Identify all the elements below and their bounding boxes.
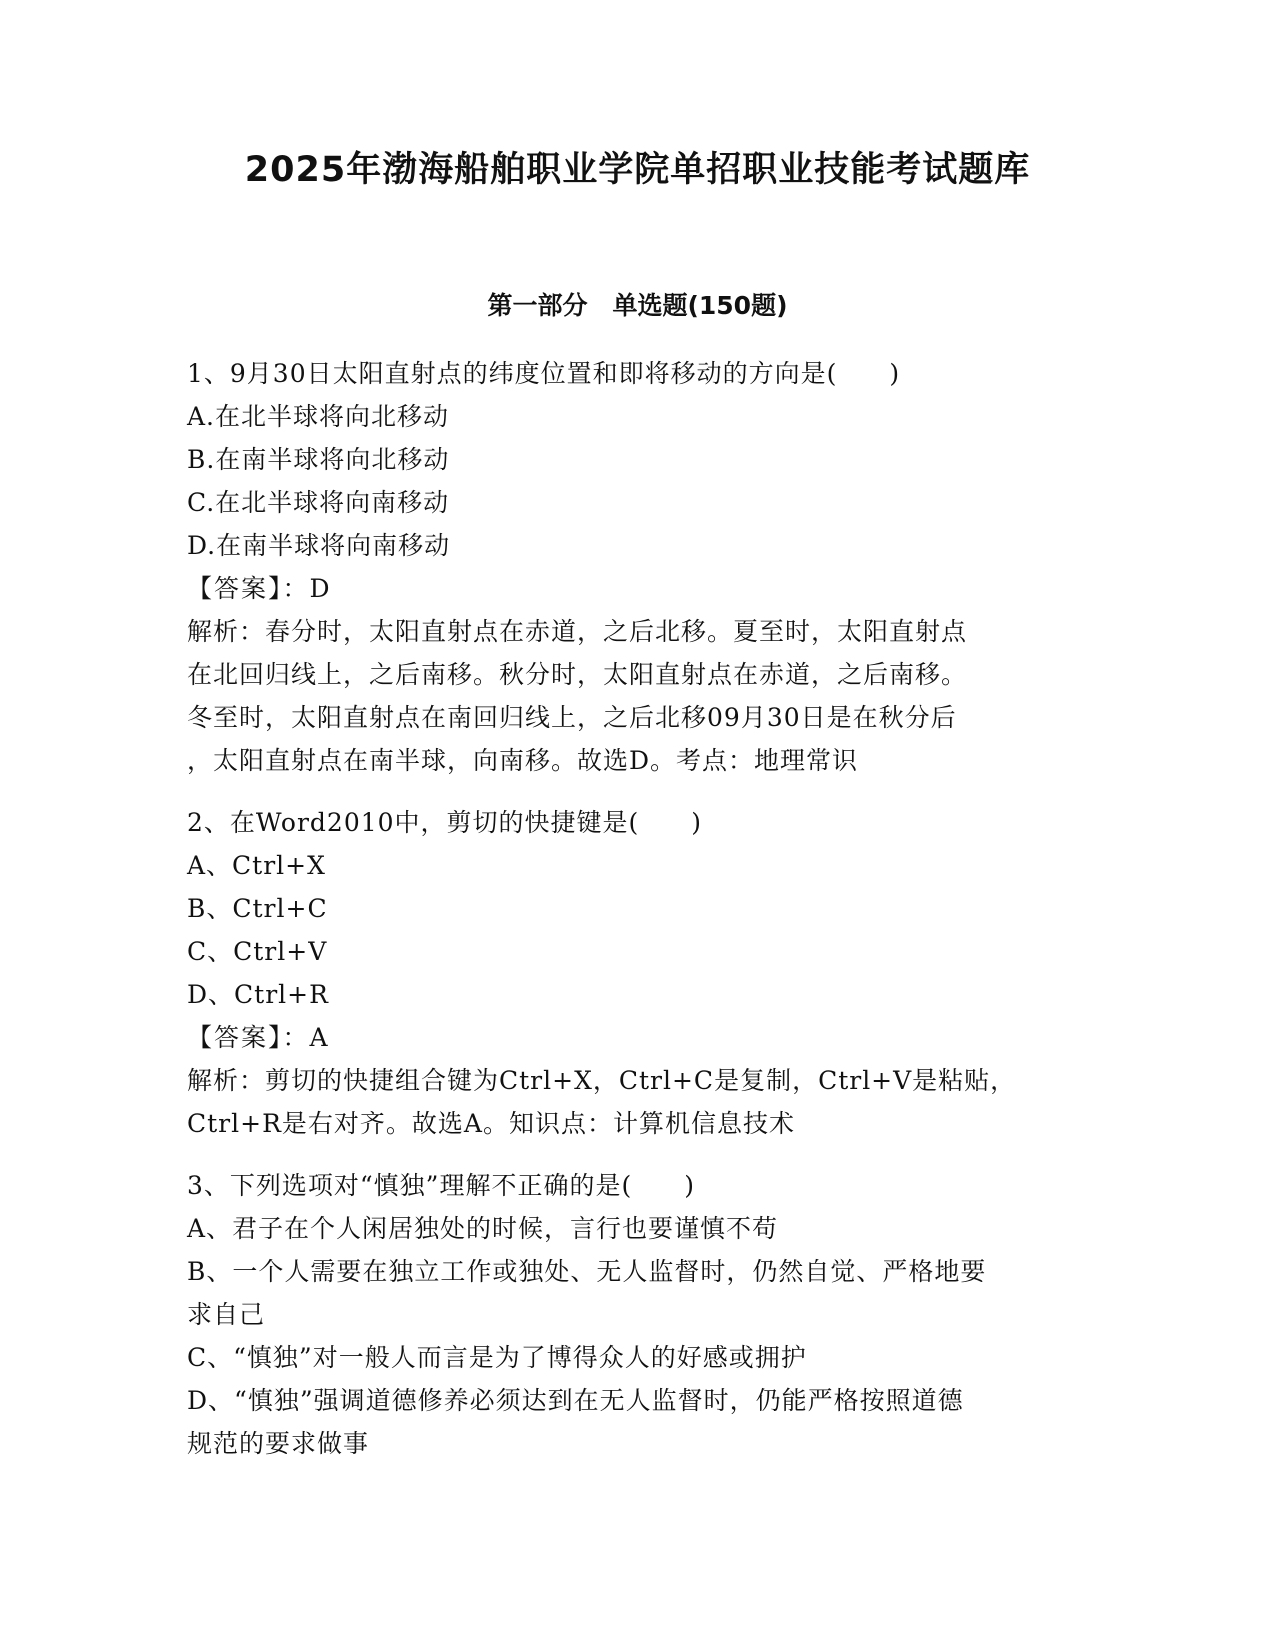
- section-heading: 第一部分 单选题(150题): [487, 291, 788, 320]
- option-d: D、Ctrl+R: [187, 980, 329, 1009]
- document-title: 2025年渤海船舶职业学院单招职业技能考试题库: [244, 150, 1031, 190]
- option-c: C、“慎独”对一般人而言是为了博得众人的好感或拥护: [187, 1343, 807, 1372]
- question-stem: 1、9月30日太阳直射点的纬度位置和即将移动的方向是( ): [187, 359, 901, 388]
- option-d: D.在南半球将向南移动: [187, 531, 451, 560]
- question-stem: 3、下列选项对“慎独”理解不正确的是( ): [187, 1171, 695, 1200]
- option-a: A.在北半球将向北移动: [187, 402, 450, 431]
- question-list: [187, 352, 1087, 1465]
- analysis-line: Ctrl+R是右对齐。故选A。知识点：计算机信息技术: [187, 1109, 795, 1138]
- question-1: [187, 352, 1087, 782]
- option-a: A、Ctrl+X: [187, 851, 326, 880]
- analysis-line: 在北回归线上，之后南移。秋分时，太阳直射点在赤道，之后南移。: [187, 660, 968, 689]
- option-b: B、一个人需要在独立工作或独处、无人监督时，仍然自觉、严格地要: [187, 1257, 987, 1286]
- option-b-continued: 求自己: [187, 1300, 266, 1329]
- option-a: A、君子在个人闲居独处的时候，言行也要谨慎不苟: [187, 1214, 779, 1243]
- answer-line: 【答案】：D: [187, 574, 332, 603]
- analysis-line: 解析：剪切的快捷组合键为Ctrl+X，Ctrl+C是复制，Ctrl+V是粘贴，: [187, 1066, 1017, 1095]
- option-b: B.在南半球将向北移动: [187, 445, 450, 474]
- option-b: B、Ctrl+C: [187, 894, 328, 923]
- question-2: [187, 801, 1087, 1145]
- option-d-continued: 规范的要求做事: [187, 1429, 370, 1458]
- analysis-line: 冬至时，太阳直射点在南回归线上，之后北移09月30日是在秋分后: [187, 703, 957, 732]
- option-c: C、Ctrl+V: [187, 937, 328, 966]
- option-d: D、“慎独”强调道德修养必须达到在无人监督时，仍能严格按照道德: [187, 1386, 964, 1415]
- analysis-line: ，太阳直射点在南半球，向南移。故选D。考点：地理常识: [187, 746, 859, 775]
- answer-line: 【答案】：A: [187, 1023, 330, 1052]
- question-3: [187, 1164, 1087, 1465]
- analysis-line: 解析：春分时，太阳直射点在赤道，之后北移。夏至时，太阳直射点: [187, 617, 968, 646]
- question-stem: 2、在Word2010中，剪切的快捷键是( ): [187, 808, 703, 837]
- option-c: C.在北半球将向南移动: [187, 488, 450, 517]
